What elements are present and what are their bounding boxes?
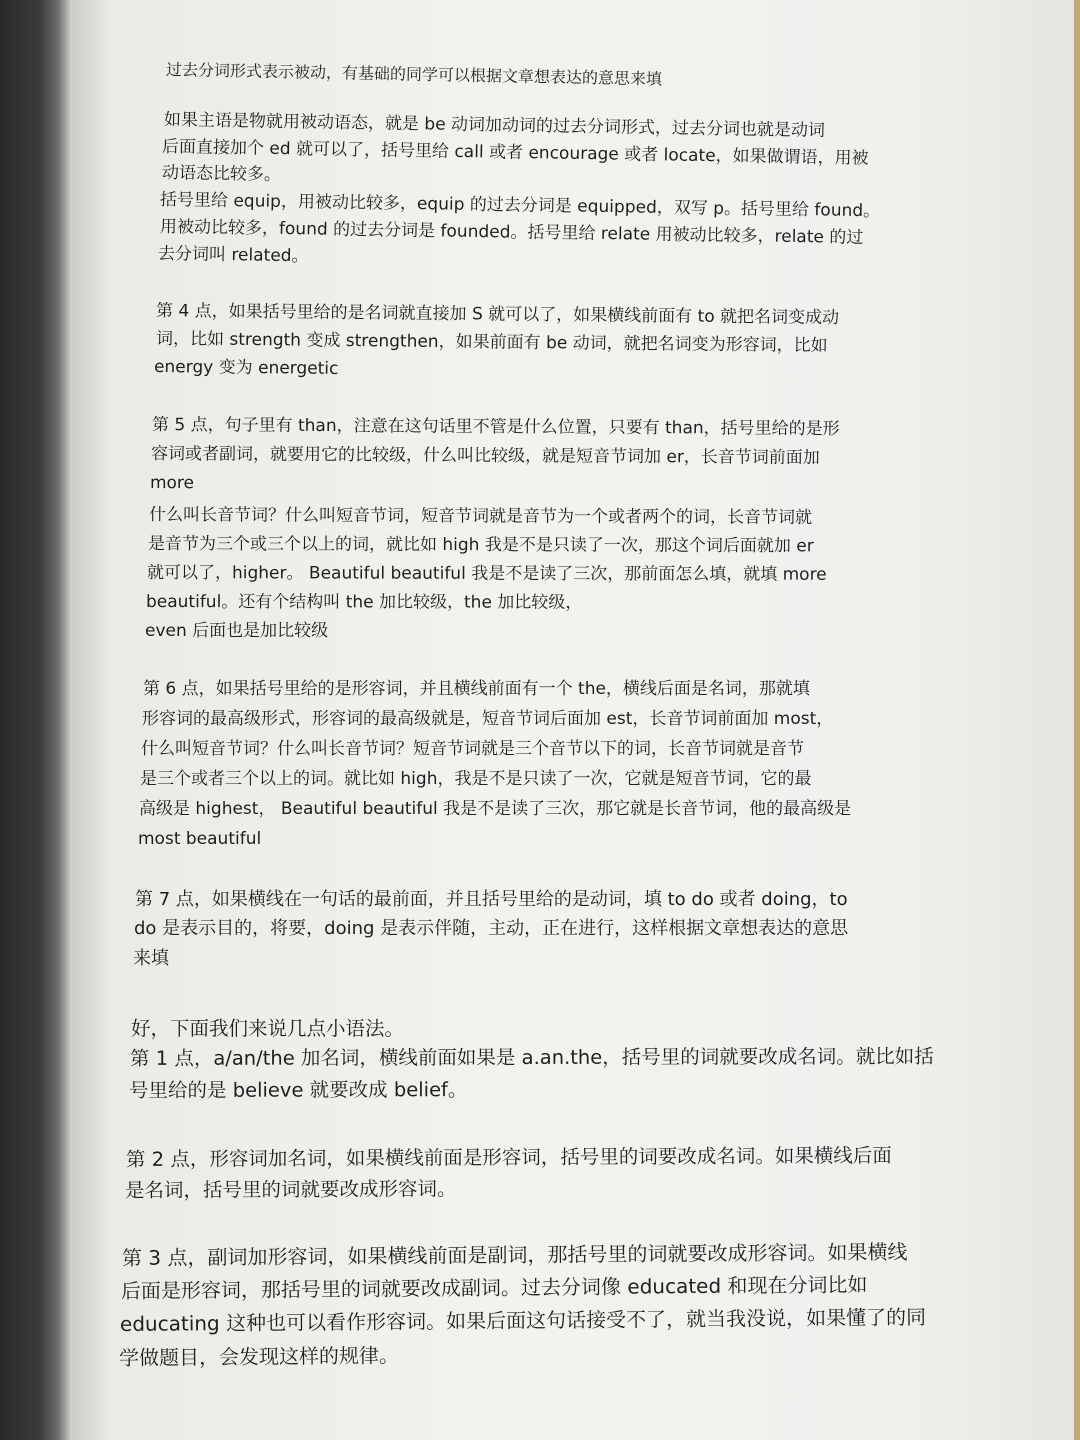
text-line: 是名词，括号里的词就要改成形容词。 bbox=[124, 1177, 457, 1202]
text-line: do 是表示目的，将要，doing 是表示伴随，主动，正在进行，这样根据文章想表达的意思 bbox=[134, 918, 849, 939]
text-line: 第 4 点，如果括号里给的是名词就直接加 S 就可以了，如果横线前面有 to 就把名词变成动 bbox=[155, 301, 840, 329]
text-line: 第 6 点，如果括号里给的是形容词，并且横线前面有一个 the，横线后面是名词，那就填 bbox=[143, 679, 810, 699]
text-line: 什么叫长音节词？什么叫短音节词，短音节词就是音节为一个或者两个的词，长音节词就 bbox=[148, 505, 813, 528]
text-line: 学做题目，会发现这样的规律。 bbox=[118, 1343, 400, 1370]
text-line: 号里给的是 believe 就要改成 belief。 bbox=[128, 1078, 468, 1102]
text-line: 第 7 点，如果横线在一句话的最前面，并且括号里给的是动词，填 to do 或者 doing，to bbox=[135, 889, 848, 910]
text-line: 什么叫短音节词？什么叫长音节词？短音节词就是三个音节以下的词，长音节词就是音节 bbox=[141, 739, 804, 759]
text-line: 第 2 点，形容词加名词，如果横线前面是形容词，括号里的词要改成名词。如果横线后面 bbox=[125, 1143, 892, 1171]
text-line: 第 3 点，副词加形容词，如果横线前面是副词，那括号里的词就要改成形容词。如果横线 bbox=[121, 1239, 908, 1270]
text-line: 形容词的最高级形式，形容词的最高级就是，短音节词后面加 est，长音节词前面加 most， bbox=[142, 709, 834, 729]
text-line: 是三个或者三个以上的词。就比如 high，我是不是只读了一次，它就是短音节词，它的最 bbox=[140, 769, 812, 789]
text-line: energy 变为 energetic bbox=[153, 357, 339, 379]
text-line: even 后面也是加比较级 bbox=[145, 621, 329, 641]
text-line: 动语态比较多。 bbox=[161, 163, 282, 185]
text-line: 容词或者副词，就要用它的比较级，什么叫比较级，就是短音节词加 er，长音节词前面加 bbox=[150, 444, 820, 469]
text-line: 第 1 点，a/an/the 加名词，横线前面如果是 a.an.the，括号里的词就要改成名词。就比如括 bbox=[129, 1044, 934, 1070]
text-line: 用被动比较多，found 的过去分词是 founded。括号里给 relate 用被动比较多，relate 的过 bbox=[159, 217, 864, 249]
text-line: 就可以了，higher。 Beautiful beautiful 我是不是读了三次，那前面怎么填，就填 more bbox=[146, 563, 827, 585]
text-line: 来填 bbox=[133, 948, 169, 969]
text-line: 高级是 highest， Beautiful beautiful 我是不是读了三次，那它就是长音节词，他的最高级是 bbox=[139, 799, 852, 819]
text-line: 后面是形容词，那括号里的词就要改成副词。过去分词像 educated 和现在分词比如 bbox=[120, 1272, 868, 1303]
text-line: most beautiful bbox=[138, 829, 262, 849]
text-line: 第 5 点，句子里有 than，注意在这句话里不管是什么位置，只要有 than，括号里给的是形 bbox=[151, 415, 840, 440]
text-line: more bbox=[149, 473, 195, 494]
text-line: 括号里给 equip，用被动比较多，equip 的过去分词是 equipped，双写 p。括号里给 found。 bbox=[159, 190, 881, 222]
text-line: 是音节为三个或三个以上的词，就比如 high 我是不是只读了一次，那这个词后面就加 er bbox=[147, 534, 814, 557]
text-line: beautiful。还有个结构叫 the 加比较级，the 加比较级， bbox=[145, 592, 583, 613]
text-line: 去分词叫 related。 bbox=[157, 244, 309, 267]
text-line: 过去分词形式表示被动，有基础的同学可以根据文章想表达的意思来填 bbox=[165, 60, 663, 89]
text-line: 如果主语是物就用被动语态，就是 be 动词加动词的过去分词形式，过去分词也就是动词 bbox=[163, 110, 826, 141]
text-line: 好，下面我们来说几点小语法。 bbox=[131, 1017, 405, 1040]
text-line: 后面直接加个 ed 就可以了，括号里给 call 或者 encourage 或者 locate，如果做谓语，用被 bbox=[161, 137, 869, 169]
text-line: educating 这种也可以看作形容词。如果后面这句话接受不了，就当我没说，如果懂了的同 bbox=[119, 1304, 927, 1336]
text-line: 词，比如 strength 变成 strengthen，如果前面有 be 动词，就把名词变为形容词，比如 bbox=[155, 329, 828, 357]
